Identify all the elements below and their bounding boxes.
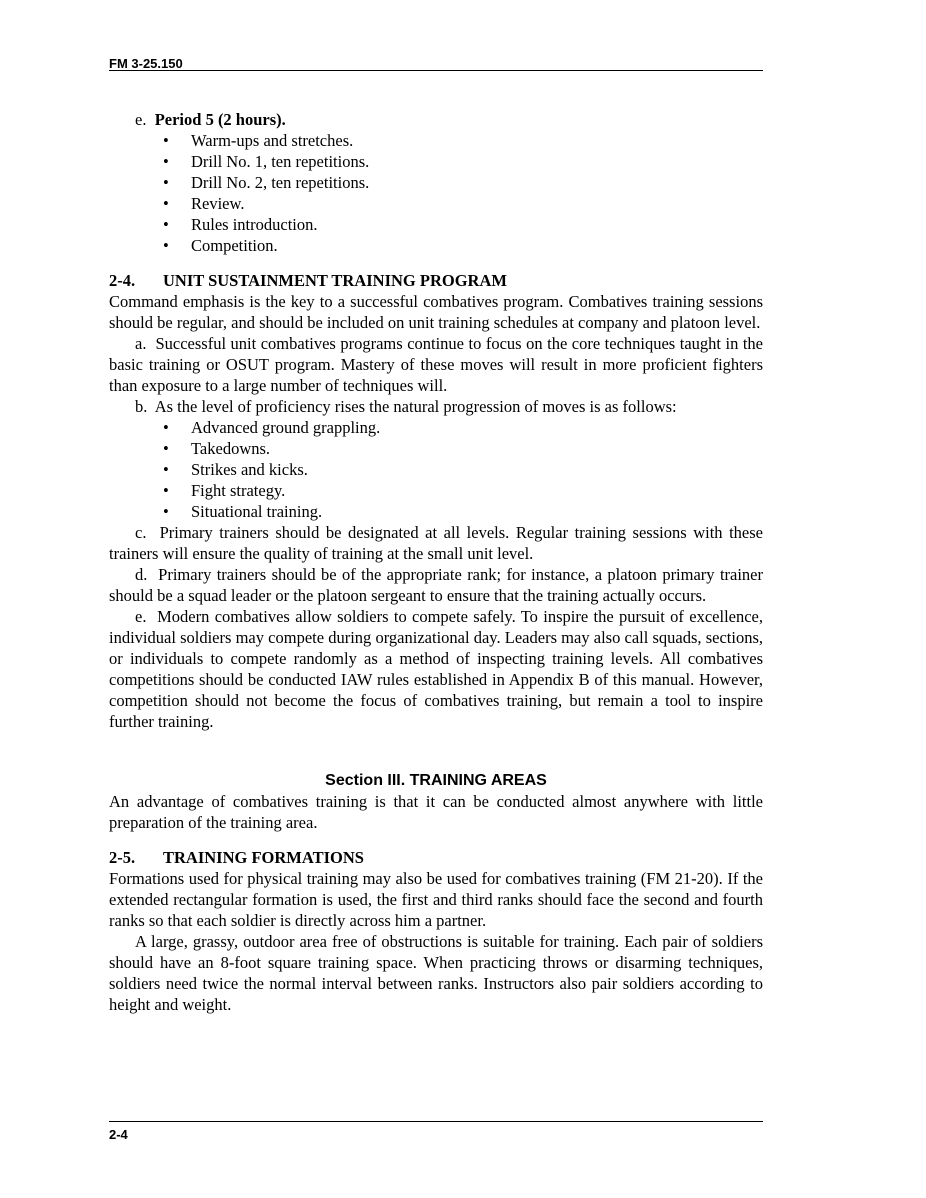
list-item: • Advanced ground grappling. <box>163 417 763 438</box>
section-2-5-para-1: Formations used for physical training may also be used for combatives training (FM 21-20). If the extended rectangular formation is used, the first and third ranks should face the second and fourth ranks so that each soldier is directly across him a partner. <box>109 869 763 930</box>
section-2-5-title: TRAINING FORMATIONS <box>163 848 364 867</box>
progression-list <box>109 417 763 522</box>
list-item: • Situational training. <box>163 501 763 522</box>
period5-list <box>109 130 763 256</box>
list-item: • Warm-ups and stretches. <box>163 130 763 151</box>
page-number: 2-4 <box>109 1127 128 1142</box>
section-2-4-number: 2-4. <box>109 271 136 290</box>
section-2-5-heading <box>109 847 763 868</box>
header-rule <box>109 70 763 71</box>
list-item: • Drill No. 2, ten repetitions. <box>163 172 763 193</box>
list-item: • Review. <box>163 193 763 214</box>
section-2-4-para-e: e. Modern combatives allow soldiers to compete safely. To inspire the pursuit of excellence, individual soldiers may compete during organizational day. Leaders may also call squads, sections, or individuals to compete randomly as a method of inspecting training levels. All combatives competitions should be conducted IAW rules established in Appendix B of this manual. However, competition should not become the focus of combatives training, but remain a tool to inspire further training. <box>109 607 763 731</box>
section-iii-title: Section III. TRAINING AREAS <box>325 772 547 789</box>
section-2-4-title: UNIT SUSTAINMENT TRAINING PROGRAM <box>163 271 507 290</box>
section-iii-text: An advantage of combatives training is that it can be conducted almost anywhere with little preparation of the training area. <box>109 792 763 832</box>
section-2-4-para-b: b. As the level of proficiency rises the natural progression of moves is as follows: <box>135 397 677 416</box>
section-2-4-para-d: d. Primary trainers should be of the appropriate rank; for instance, a platoon primary trainer should be a squad leader or the platoon sergeant to ensure that the training actually occurs. <box>109 565 763 605</box>
list-item: • Fight strategy. <box>163 480 763 501</box>
page-body <box>109 109 763 1015</box>
running-header: FM 3-25.150 <box>109 56 183 71</box>
list-item: • Competition. <box>163 235 763 256</box>
period5-label: e. <box>135 110 147 129</box>
section-2-4-heading <box>109 270 763 291</box>
period5-title: Period 5 (2 hours). <box>154 110 286 129</box>
footer-rule <box>109 1121 763 1122</box>
section-2-4-intro: Command emphasis is the key to a successful combatives program. Combatives training sessions should be regular, and should be included on unit training schedules at company and platoon level. <box>109 292 763 332</box>
list-item: • Drill No. 1, ten repetitions. <box>163 151 763 172</box>
period5-heading <box>109 109 763 130</box>
list-item: • Rules introduction. <box>163 214 763 235</box>
section-2-5-para-2: A large, grassy, outdoor area free of obstructions is suitable for training. Each pair of soldiers should have an 8-foot square training space. When practicing throws or disarming techniques, soldiers need twice the normal interval between ranks. Instructors also pair soldiers according to height and weight. <box>109 932 763 1014</box>
list-item: • Strikes and kicks. <box>163 459 763 480</box>
section-2-4-para-c: c. Primary trainers should be designated at all levels. Regular training sessions with these trainers will ensure the quality of training at the small unit level. <box>109 523 763 563</box>
list-item: • Takedowns. <box>163 438 763 459</box>
section-2-4-para-a: a. Successful unit combatives programs continue to focus on the core techniques taught in the basic training or OSUT program. Mastery of these moves will result in more proficient fighters than exposure to a large number of techniques will. <box>109 334 763 395</box>
section-2-5-number: 2-5. <box>109 848 136 867</box>
